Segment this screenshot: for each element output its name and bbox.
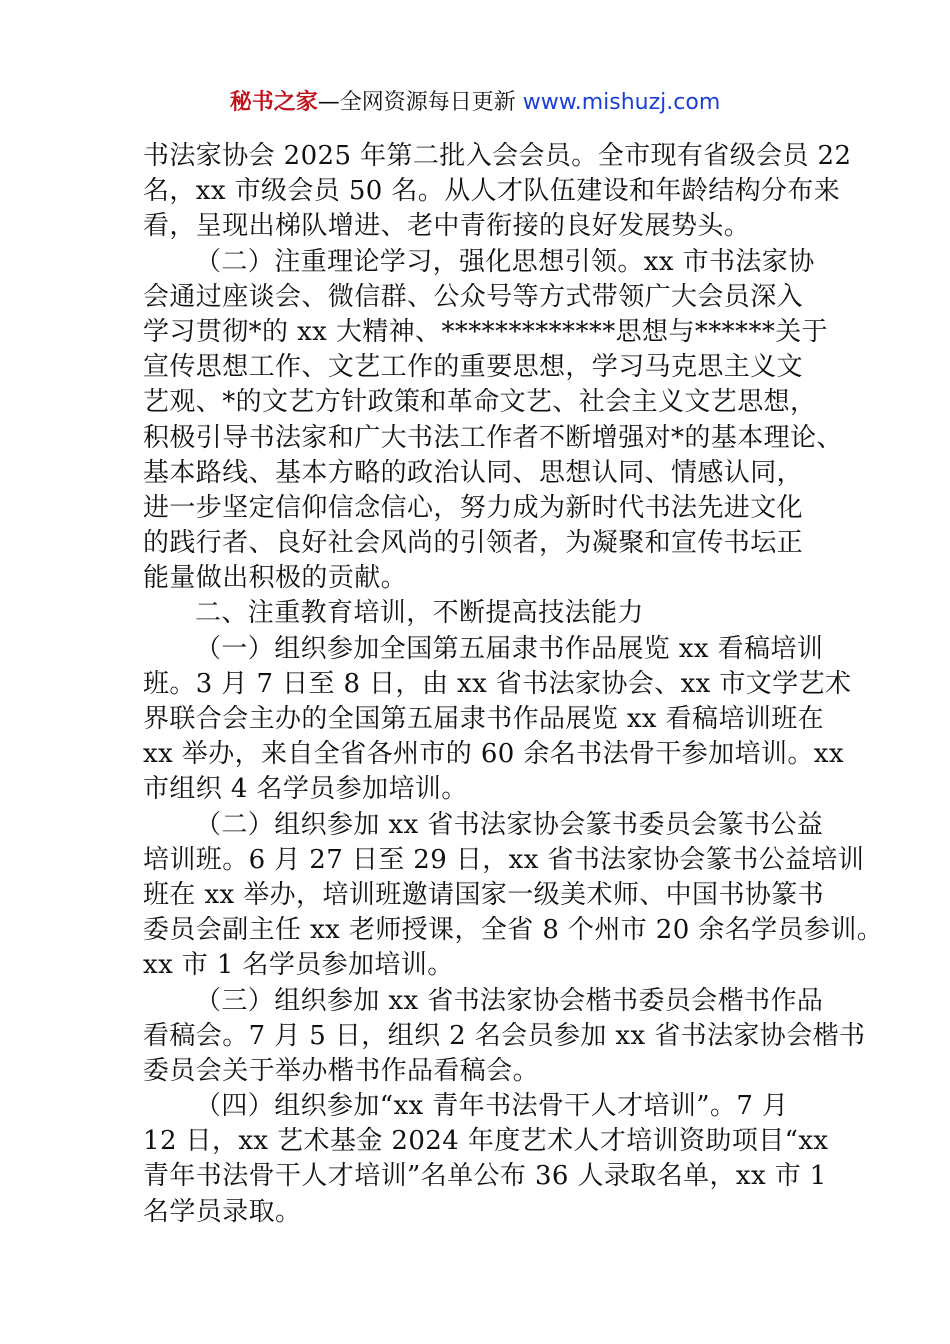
text-line: 进一步坚定信仰信念信心，努力成为新时代书法先进文化 xyxy=(143,492,804,523)
site-tagline: —全网资源每日更新 xyxy=(317,90,516,115)
text-line: 看稿会。7 月 5 日，组织 2 名会员参加 xx 省书法家协会楷书 xyxy=(143,1020,866,1051)
text-line: 会通过座谈会、微信群、公众号等方式带领广大会员深入 xyxy=(143,281,804,312)
site-url-link[interactable]: www.mishuzj.com xyxy=(522,90,721,115)
text-line: 学习贯彻*的 xx 大精神、*************思想与******关于 xyxy=(143,316,829,347)
text-line: 界联合会主办的全国第五届隶书作品展览 xx 看稿培训班在 xyxy=(143,704,825,734)
text-line: （二）组织参加 xx 省书法家协会篆书委员会篆书公益 xyxy=(195,809,824,840)
text-line: 青年书法骨干人才培训”名单公布 36 人录取名单，xx 市 1 xyxy=(143,1161,827,1192)
text-line: （四）组织参加“xx 青年书法骨干人才培训”。7 月 xyxy=(195,1091,789,1122)
text-line: 名学员录取。 xyxy=(143,1196,302,1227)
text-line: 宣传思想工作、文艺工作的重要思想，学习马克思主义文 xyxy=(143,352,804,383)
text-line: xx 举办，来自全省各州市的 60 余名书法骨干参加培训。xx xyxy=(143,739,844,770)
text-line: 能量做出积极的贡献。 xyxy=(143,563,408,594)
text-line: 市组织 4 名学员参加培训。 xyxy=(143,774,468,805)
text-line: 培训班。6 月 27 日至 29 日，xx 省书法家协会篆书公益培训 xyxy=(143,844,865,875)
text-line: 12 日，xx 艺术基金 2024 年度艺术人才培训资助项目“xx xyxy=(143,1126,829,1157)
document-body xyxy=(143,139,884,1230)
text-line: 积极引导书法家和广大书法工作者不断增强对*的基本理论、 xyxy=(143,422,843,453)
text-line: （一）组织参加全国第五届隶书作品展览 xx 看稿培训 xyxy=(195,633,824,664)
text-line: 班。3 月 7 日至 8 日，由 xx 省书法家协会、xx 市文学艺术 xyxy=(143,668,852,699)
text-line: 名，xx 市级会员 50 名。从人才队伍建设和年龄结构分布来 xyxy=(143,176,841,207)
text-line: xx 市 1 名学员参加培训。 xyxy=(143,950,454,981)
text-line: 委员会副主任 xx 老师授课，全省 8 个州市 20 余名学员参训。 xyxy=(143,915,884,946)
site-brand: 秘书之家 xyxy=(229,90,318,115)
text-line: 书法家协会 2025 年第二批入会会员。全市现有省级会员 22 xyxy=(143,141,852,171)
text-line: 班在 xx 举办，培训班邀请国家一级美术师、中国书协篆书 xyxy=(143,879,825,910)
site-header xyxy=(0,88,950,118)
text-line: 看，呈现出梯队增进、老中青衔接的良好发展势头。 xyxy=(143,211,751,242)
text-line: 的践行者、良好社会风尚的引领者，为凝聚和宣传书坛正 xyxy=(143,528,804,559)
text-line: 艺观、*的文艺方针政策和革命文艺、社会主义文艺思想， xyxy=(143,387,817,418)
text-line: 基本路线、基本方略的政治认同、思想认同、情感认同， xyxy=(143,457,804,488)
text-line: （二）注重理论学习，强化思想引领。xx 市书法家协 xyxy=(195,246,815,277)
text-line: （三）组织参加 xx 省书法家协会楷书委员会楷书作品 xyxy=(195,985,824,1016)
text-line: 委员会关于举办楷书作品看稿会。 xyxy=(143,1055,540,1086)
text-line: 二、注重教育培训，不断提高技法能力 xyxy=(195,598,644,629)
